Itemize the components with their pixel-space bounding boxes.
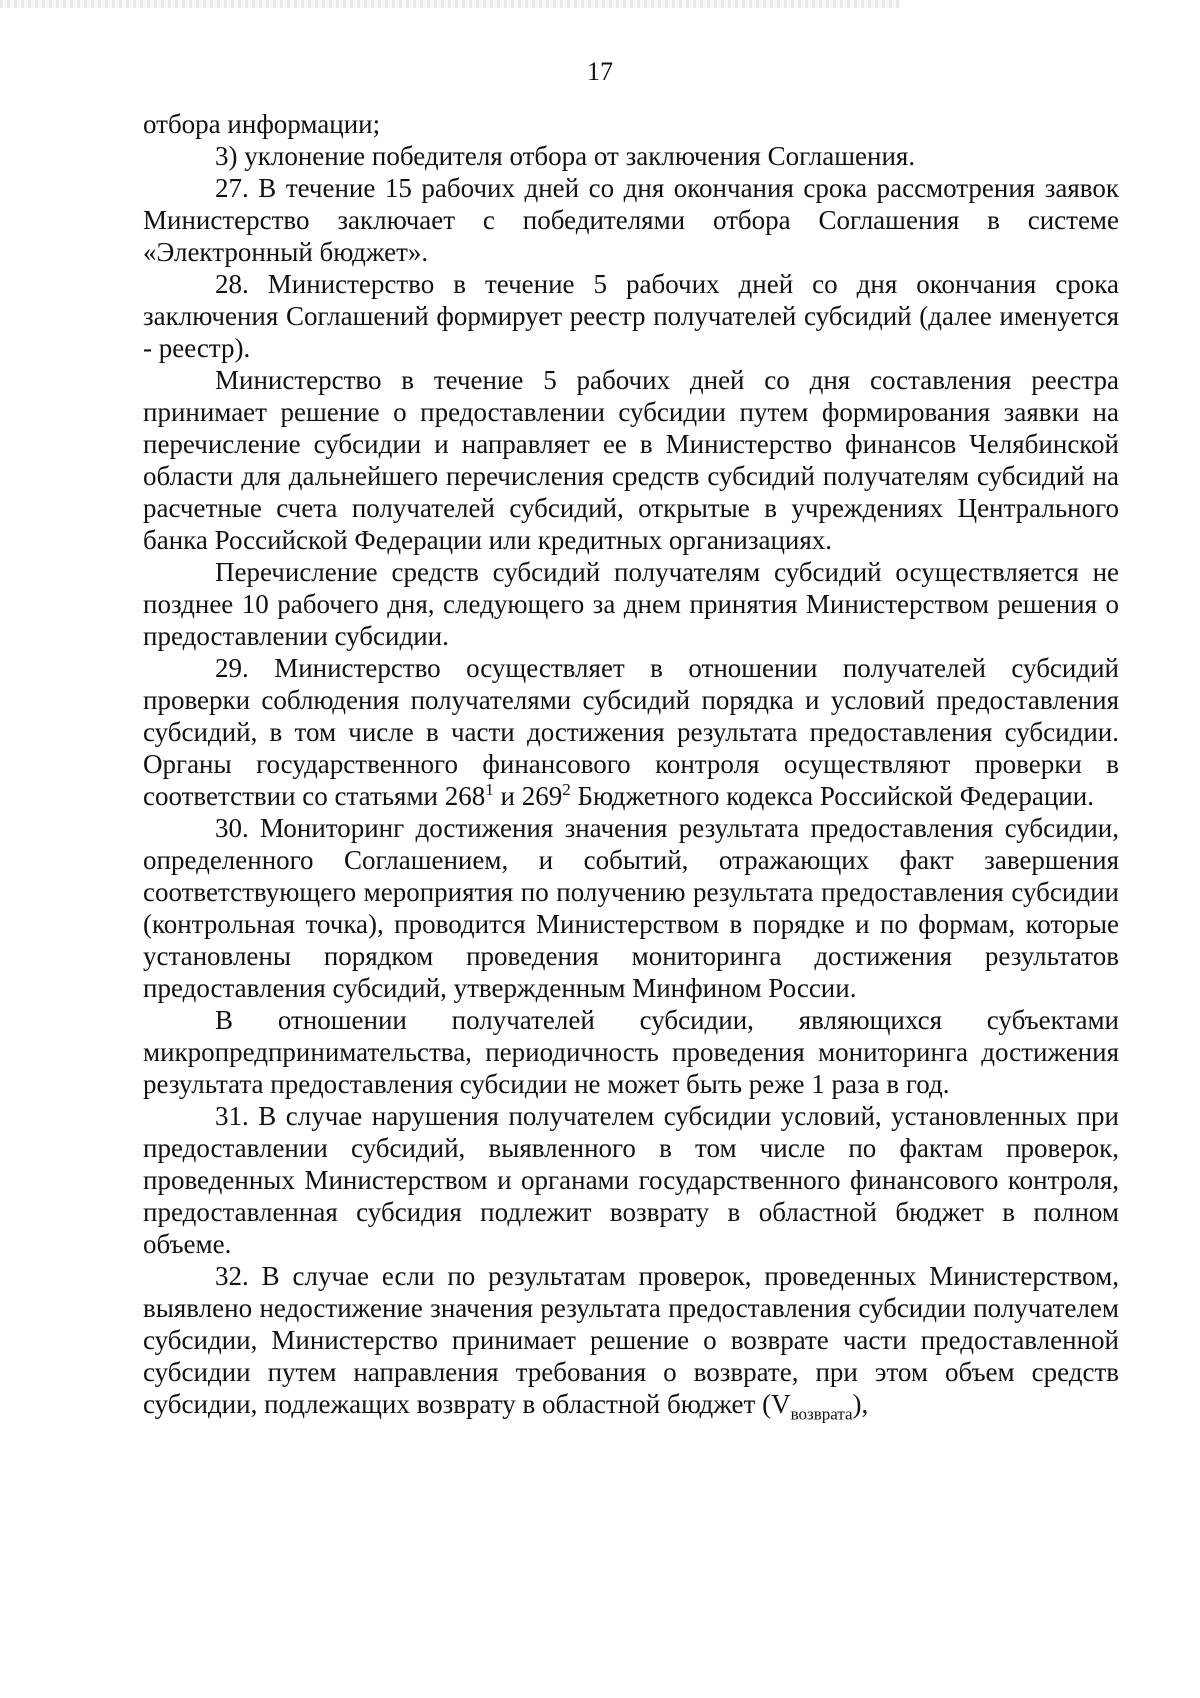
paragraph-item-31: 31. В случае нарушения получателем субсидии условий, установленных при предоставлении субсидий, выявленного в том числе по фактам проверок, проведенных Министерством и органами государственного финансового контроля, предоставленная субсидия подлежит возврату в областной бюджет в полном объеме. (143, 1101, 1119, 1259)
paragraph-item-28-transfer-deadline: Перечисление средств субсидий получателям субсидий осуществляется не позднее 10 рабочего дня, следующего за днем принятия Министерством решения о предоставлении субсидии. (143, 557, 1119, 651)
document-body (143, 108, 1119, 1424)
paragraph-item-28-transfer-decision: Министерство в течение 5 рабочих дней со дня составления реестра принимает решение о предоставлении субсидии путем формирования заявки на перечисление субсидии и направляет ее в Министерство финансов Челябинской области для дальнейшего перечисления средств субсидий получателям субсидий на расчетные счета получателей субсидий, открытые в учреждениях Центрального банка Российской Федерации или кредитных организациях. (143, 365, 1119, 555)
paragraph-item-30-micro: В отношении получателей субсидии, являющихся субъектами микропредпринимательства, периодичность проведения мониторинга достижения результата предоставления субсидии не может быть реже 1 раза в год. (143, 1005, 1119, 1099)
paragraph-item-32-text-a: 32. В случае если по результатам проверок, проведенных Министерством, выявлено недостижение значения результата предоставления субсидии получателем субсидии, Министерство принимает решение о возврате части предоставленной субсидии путем направления требования о возврате, при этом объем средств субсидии, подлежащих возврату в областной бюджет (V (143, 1261, 1119, 1419)
page-number: 17 (587, 57, 613, 86)
paragraph-item-29-text-c: Бюджетного кодекса Российской Федерации. (570, 781, 1094, 811)
paragraph-item-30: 30. Мониторинг достижения значения результата предоставления субсидии, определенного Соглашением, и событий, отражающих факт завершения соответствующего мероприятия по получению результата предоставления субсидии (контрольная точка), проводится Министерством в порядке и по формам, которые установлены порядком проведения мониторинга достижения результатов предоставления субсидий, утвержденным Минфином России. (143, 813, 1119, 1003)
paragraph-continuation: отбора информации; (143, 109, 381, 139)
paragraph-item-28: 28. Министерство в течение 5 рабочих дней со дня окончания срока заключения Соглашений формирует реестр получателей субсидий (далее именуется - реестр). (143, 269, 1119, 363)
paragraph-item-29-text-a: 29. Министерство осуществляет в отношении получателей субсидий проверки соблюдения получателями субсидий порядка и условий предоставления субсидий, в том числе в части достижения результата предоставления субсидии. Органы государственного финансового контроля осуществляют проверки в соответствии со статьями 268 (143, 653, 1119, 811)
paragraph-item-3: 3) уклонение победителя отбора от заключения Соглашения. (215, 141, 916, 171)
paragraph-item-27: 27. В течение 15 рабочих дней со дня окончания срока рассмотрения заявок Министерство заключает с победителями отбора Соглашения в системе «Электронный бюджет». (143, 173, 1119, 267)
article-269-superscript: 2 (562, 780, 571, 799)
paragraph-item-29-text-b: и 269 (493, 781, 563, 811)
paragraph-item-32 (143, 1260, 1119, 1424)
paragraph-item-29 (143, 652, 1119, 812)
paragraph-item-32-text-b: ), (852, 1389, 869, 1419)
v-return-subscript: возврата (790, 1404, 853, 1424)
article-268-superscript: 1 (485, 780, 494, 799)
